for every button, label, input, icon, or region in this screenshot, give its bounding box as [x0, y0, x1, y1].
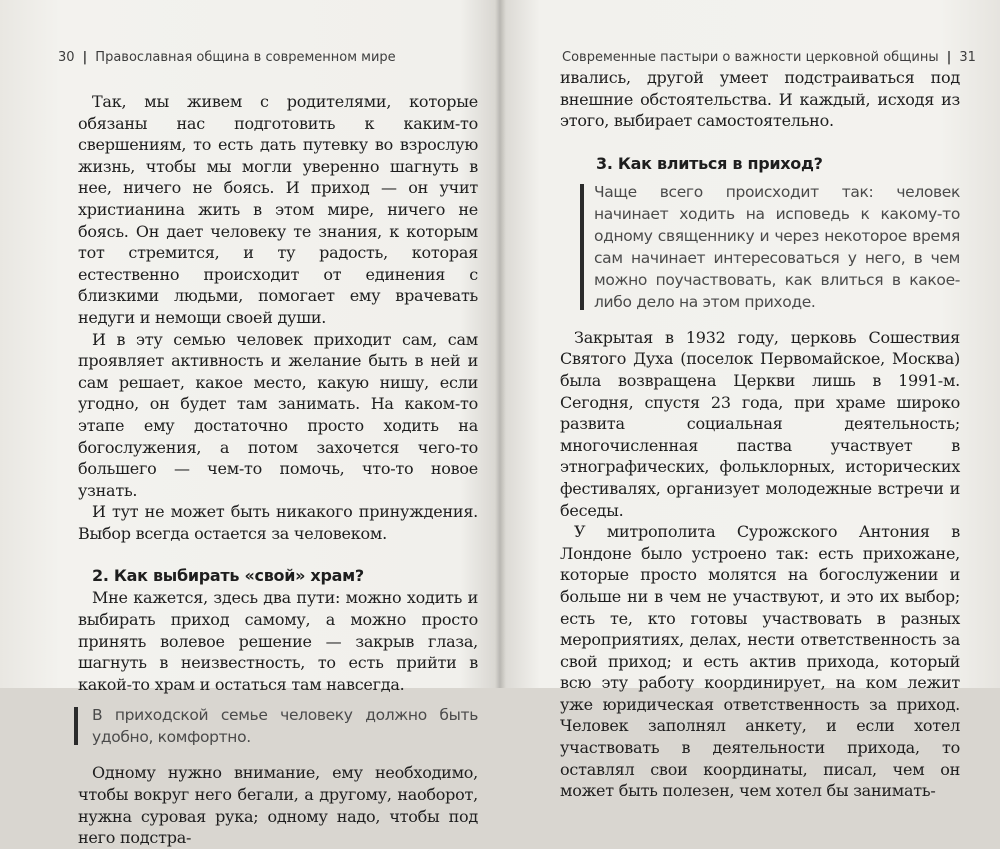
section-heading: 2. Как выбирать «свой» храм? — [92, 566, 364, 586]
pull-quote-text: Чаще всего происходит так: человек начинает ходить на исповедь к какому-то одному священнику и через некоторое время сам начинает интересоваться у него, в чем можно поучаствовать, как влиться в какое-либо дело на этом приходе. — [594, 182, 960, 311]
header-separator: | — [946, 50, 952, 65]
section-heading: 3. Как влиться в приход? — [596, 153, 823, 173]
left-page-header — [58, 50, 396, 65]
right-page — [502, 0, 1000, 801]
left-page-body — [78, 91, 478, 849]
paragraph: Так, мы живем с родителями, которые обязаны нас подготовить к каким-то свершениям, то есть дать путевку во взрослую жизнь, чтобы мы могли уверенно шагнуть в нее, ничего не боясь. И приход — он учит христианина жить в этом мире, ничего не боясь. Он дает человеку те знания, к которым тот стремится, и ту радость, которая естественно происходит от единения с близкими людьми, помогает ему врачевать недуги и немощи своей души. — [78, 92, 478, 327]
page-number: 30 — [58, 50, 75, 65]
spacer — [78, 544, 478, 565]
paragraph: Мне кажется, здесь два пути: можно ходить и выбирать приход самому, а можно просто принять волевое решение — закрыв глаза, шагнуть в неизвестность, то есть прийти в какой-то храм и остаться там навсегда. — [78, 588, 478, 694]
paragraph: И в эту семью человек приходит сам, сам проявляет активность и желание быть в ней и сам решает, какое место, какую нишу, если угодно, он будет там занимать. На каком-то этапе ему достаточно просто ходить на богослужения, а потом захочется чего-то большего — чем-то помочь, что-то новое узнать. — [78, 329, 478, 500]
running-title: Современные пастыри о важности церковной общины — [562, 50, 939, 65]
header-separator: | — [82, 50, 88, 65]
running-title: Православная община в современном мире — [95, 50, 396, 65]
pull-quote-text: В приходской семье человеку должно быть удобно, комфортно. — [92, 706, 478, 747]
right-page-header — [562, 50, 976, 65]
right-page-body — [560, 67, 960, 802]
spacer — [560, 132, 960, 153]
left-page — [0, 0, 498, 848]
paragraph: Одному нужно внимание, ему необходимо, чтобы вокруг него бегали, а другому, наоборот, нужна суровая рука; одному надо, чтобы под него подстра- — [78, 763, 478, 848]
paragraph: ивались, другой умеет подстраиваться под внешние обстоятельства. И каждый, исходя из этого, выбирает самостоятельно. — [560, 68, 960, 131]
page-number: 31 — [959, 50, 976, 65]
paragraph: Закрытая в 1932 году, церковь Сошествия Святого Духа (поселок Первомайское, Москва) была возвращена Церкви лишь в 1991-м. Сегодня, спустя 23 года, при храме широко развита социальная деятельность; многочисленная паства участвует в этнографических, фольклорных, исторических фестивалях, организует молодежные встречи и беседы. — [560, 327, 960, 520]
paragraph: У митрополита Сурожского Антония в Лондоне было устроено так: есть прихожане, которые просто молятся на богослужении и больше ни в чем не участвуют, и это их выбор; есть те, кто готовы участвовать в разных мероприятиях, делах, нести ответственность за свой приход; и есть актив прихода, который всю эту работу координирует, на ком лежит уже юридическая ответственность за приход. Человек заполнял анкету, и если хотел участвовать в деятельности прихода, то оставлял свои координаты, писал, чем он может быть полезен, чем хотел бы занимать- — [560, 522, 960, 801]
paragraph: И тут не может быть никакого принуждения. Выбор всегда остается за человеком. — [78, 502, 478, 543]
pull-quote — [74, 704, 478, 748]
pull-quote — [580, 181, 960, 313]
quote-bar — [580, 184, 584, 310]
quote-bar — [74, 707, 78, 745]
